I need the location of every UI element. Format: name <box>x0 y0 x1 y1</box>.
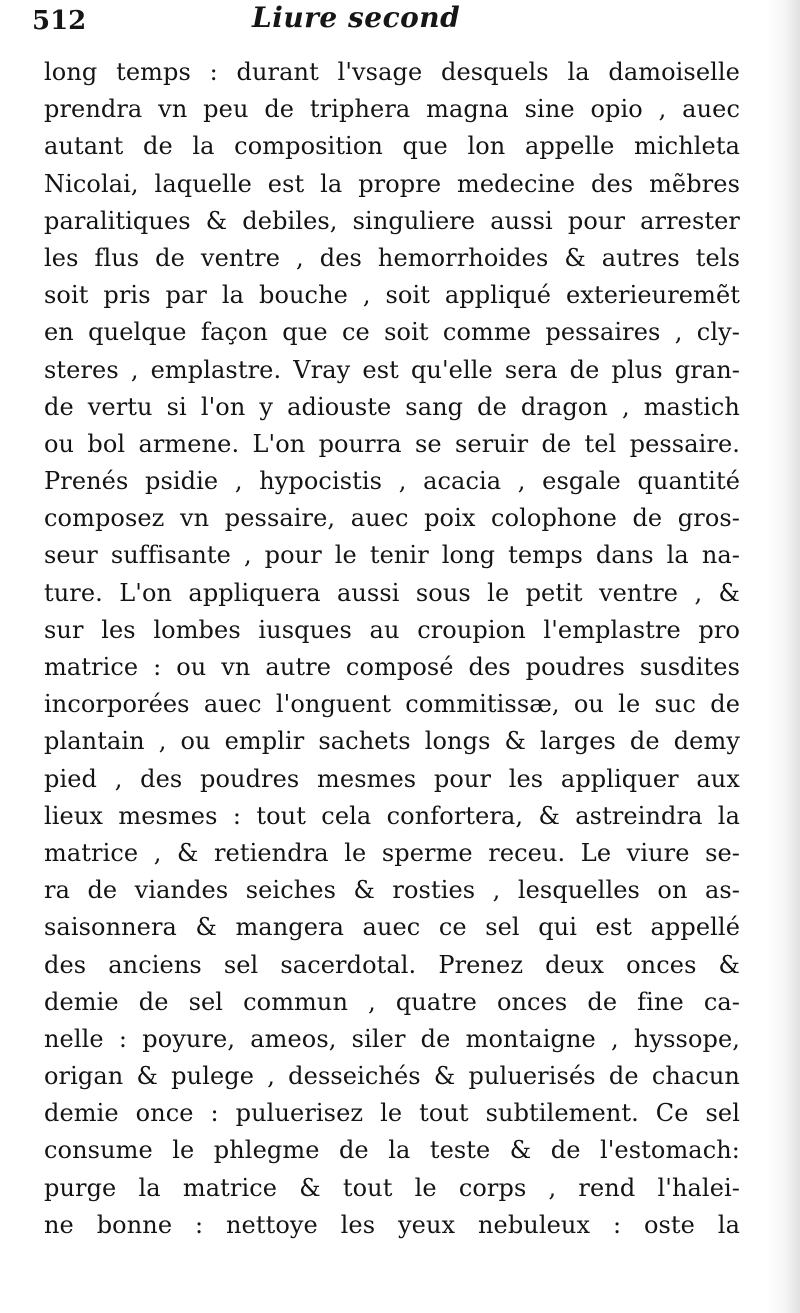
text-line: consume le phlegme de la teste & de l'estomach: <box>44 1136 740 1165</box>
text-line: origan & pulege , desseichés & puluerisés de chacun <box>44 1062 740 1091</box>
text-line: Prenés psidie , hypocistis , acacia , esgale quantité <box>44 467 740 496</box>
text-line: matrice : ou vn autre composé des poudres susdites <box>44 653 740 681</box>
text-line: nelle : poyure, ameos, siler de montaigne , hyssope, <box>44 1024 740 1053</box>
text-line: ne bonne : nettoye les yeux nebuleux : oste la <box>44 1210 740 1239</box>
text-line: de vertu si l'on y adiouste sang de dragon , mastich <box>44 392 740 421</box>
page-number: 512 <box>32 6 87 36</box>
text-line: autant de la composition que lon appelle michleta <box>44 132 740 161</box>
text-line: purge la matrice & tout le corps , rend l'halei- <box>44 1173 740 1202</box>
text-line: ou bol armene. L'on pourra se seruir de tel pessaire. <box>44 429 740 458</box>
text-line: steres , emplastre. Vray est qu'elle sera de plus gran- <box>44 355 740 384</box>
text-line: des anciens sel sacerdotal. Prenez deux onces & <box>44 950 740 979</box>
text-line: pied , des poudres mesmes pour les appliquer aux <box>44 764 740 793</box>
text-line: plantain , ou emplir sachets longs & larges de demy <box>44 727 740 756</box>
page-gutter-shadow <box>766 0 800 1313</box>
text-line: seur suffisante , pour le tenir long temps dans la na- <box>44 541 740 570</box>
text-line: en quelque façon que ce soit comme pessaires , cly- <box>44 318 740 347</box>
text-line: matrice , & retiendra le sperme receu. Le viure se- <box>44 838 740 867</box>
text-line: demie once : puluerisez le tout subtilement. Ce sel <box>44 1099 740 1128</box>
text-line: composez vn pessaire, auec poix colophone de gros- <box>44 504 740 533</box>
running-title: Liure second <box>252 1 461 34</box>
text-line: ture. L'on appliquera aussi sous le petit ventre , & <box>44 578 740 607</box>
text-line: incorporées auec l'onguent commitissæ, ou le suc de <box>44 690 740 719</box>
text-line: demie de sel commun , quatre onces de fine ca- <box>44 987 740 1016</box>
text-line: ra de viandes seiches & rosties , lesquelles on as- <box>44 876 740 905</box>
page-header <box>32 0 762 44</box>
body-text <box>44 54 740 1244</box>
text-line: long temps : durant l'vsage desquels la damoiselle <box>44 58 740 86</box>
text-line: les flus de ventre , des hemorrhoides & autres tels <box>44 243 740 272</box>
text-line: prendra vn peu de triphera magna sine opio , auec <box>44 95 740 124</box>
text-line: sur les lombes iusques au croupion l'emplastre pro <box>44 615 740 644</box>
text-line: saisonnera & mangera auec ce sel qui est appellé <box>44 913 740 942</box>
text-line: soit pris par la bouche , soit appliqué exterieuremẽt <box>44 281 740 310</box>
text-line: lieux mesmes : tout cela confortera, & astreindra la <box>44 801 740 830</box>
text-line: paralitiques & debiles, singuliere aussi pour arrester <box>44 206 740 235</box>
text-line: Nicolai, laquelle est la propre medecine des mẽbres <box>44 169 740 198</box>
